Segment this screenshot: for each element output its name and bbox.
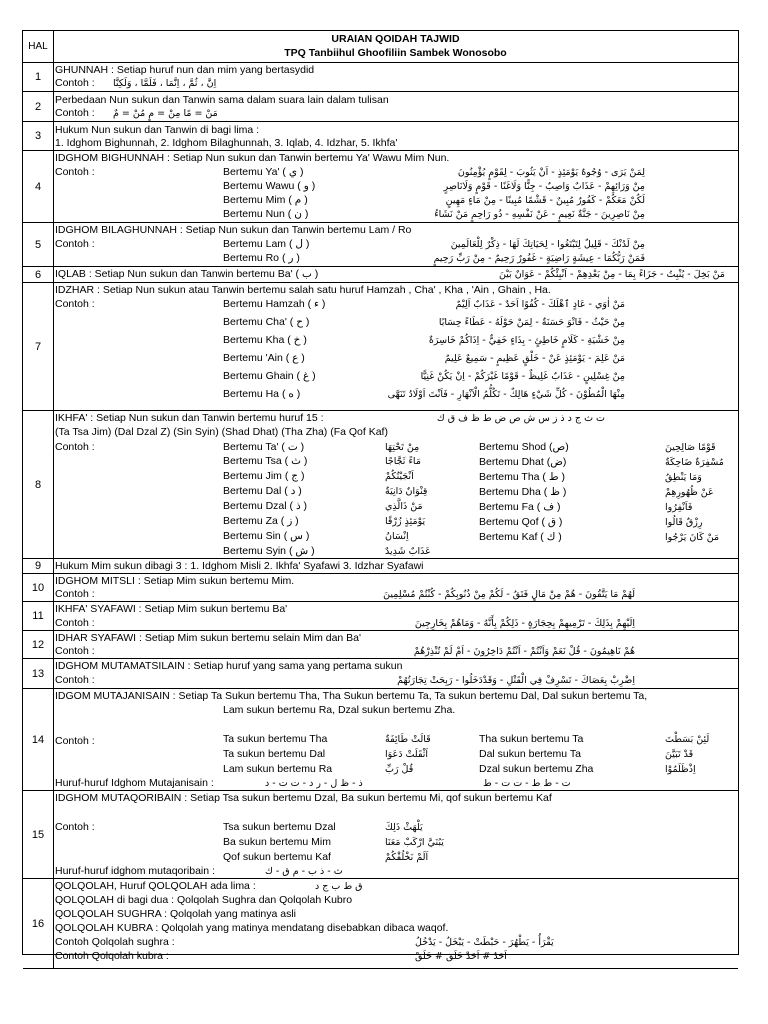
rule-row-5	[23, 223, 738, 267]
qolqolah-letters: ق ط ب ج د	[315, 881, 363, 892]
example-label: Bertemu Za ( ز )	[223, 515, 299, 527]
rule-text: QOLQOLAH KUBRA : Qolqolah yang matinya mendatang disebabkan dibaca waqof.	[55, 922, 449, 934]
arabic-example: مَنْ كَانَ يَرْجُوا	[665, 532, 720, 543]
example-label: Bertemu Ta' ( ت )	[223, 441, 305, 453]
example-label: Bertemu Kaf ( ك )	[479, 531, 562, 543]
example-label: Bertemu Nun ( ن )	[223, 208, 309, 220]
arabic-example: اِنْسَانُ	[385, 531, 409, 542]
rule-row-10	[23, 574, 738, 602]
rule-text: IQLAB : Setiap Nun sukun dan Tanwin bertemu Ba' ( ب )	[55, 268, 319, 280]
rule-row-9	[23, 559, 738, 574]
example-label: Bertemu Dal ( د )	[223, 485, 302, 497]
contoh-label: Contoh :	[55, 107, 95, 119]
arabic-example: عَنْ ظُهُورِهِمْ	[665, 487, 714, 498]
arabic-example: قَوْمًا صَالِحِينَ	[665, 442, 716, 453]
arabic-example: مِنْ وَرَائِهِمْ - عَذَابٌ وَاصِبٌ - جِنًّا وَلَاغَنًا - قَوْمٍ وَلَانَاصِرٍ	[443, 181, 645, 192]
rule-row-11	[23, 602, 738, 631]
arabic-example: فَاَنْفِرُوا	[665, 502, 693, 513]
example-label: Bertemu Lam ( ل )	[223, 238, 310, 250]
example-label: Bertemu Dhat (ض)	[479, 456, 567, 468]
arabic-example: لَهُمْ مَا يَتَّقُونَ - هُمْ مِنْ مَالٍ فَتَقُ - لَكُمْ مِنْ ذُنُوبِكُمْ - كُنْتُمْ مُسْلِمِينَ	[383, 589, 635, 600]
arabic-example: يَلْهَثْ ذَلِكَ	[385, 822, 423, 833]
arabic-example: هُمْ نَاهِيمُونَ - قُلْ نَعَمْ وَاَنْتُمْ - اَنْتُمْ دَاخِرُونَ - اَمْ لَمْ تُنْذِرْهُمْ	[413, 646, 635, 657]
rule-row-8	[23, 411, 738, 559]
contoh-label: Contoh :	[55, 735, 95, 747]
row-number: 8	[23, 411, 54, 558]
rule-row-7	[23, 283, 738, 411]
huruf-label: Huruf-huruf idghom mutaqoribain :	[55, 865, 215, 877]
arabic-example: اَحَدٌ # اَحَدْ خَلَقَ # خَلَقْ	[415, 951, 507, 962]
arabic-example: اَنْجَيْتُكُمْ	[385, 471, 414, 482]
rule-text: IDGHOM BIGHUNNAH : Setiap Nun sukun dan Tanwin bertemu Ya' Wawu Mim Nun.	[55, 152, 450, 164]
rule-text: Perbedaan Nun sukun dan Tanwin sama dalam suara lain dalam tulisan	[55, 94, 389, 106]
example-label: Bertemu Ya' ( ي )	[223, 166, 304, 178]
tajwid-table	[22, 30, 739, 962]
arabic-example: يَبُنَيَّ ارْكَبْ مَعَنَا	[385, 837, 444, 848]
huruf-label: Huruf-huruf Idghom Mutajanisain :	[55, 777, 214, 789]
example-label: Dal sukun bertemu Ta	[479, 748, 581, 760]
rule-text-continued: Lam sukun bertemu Ra, Dzal sukun bertemu Zha.	[223, 704, 456, 716]
example-label: Bertemu Tha ( ط )	[479, 471, 565, 483]
arabic-example: مِنْ لَدُنْكَ - قَلِيلٌ لِتَبْتَغُوا - لِحَيَاتِكَ لَهَا - ذِكْرٌ لِلْعَالَمِينَ	[450, 239, 645, 250]
example-label: Bertemu Ro ( ر )	[223, 252, 300, 264]
rule-text: IDHAR SYAFAWI : Setiap Mim sukun bertemu selain Mim dan Ba'	[55, 632, 362, 644]
arabic-example: قَالَتْ طَائِفَةٌ	[385, 734, 431, 745]
row-number: 2	[23, 92, 54, 121]
rule-row-16	[23, 879, 738, 969]
huruf-pairs: ذ - ظ ل - ر د - ت ت - د	[265, 778, 363, 789]
example-label: Dzal sukun bertemu Zha	[479, 763, 594, 775]
contoh-label: Contoh :	[55, 617, 95, 629]
arabic-example: قِنْوَانٌ دَانِيَةٌ	[385, 486, 428, 497]
row-number: 6	[23, 267, 54, 282]
example-label: Ta sukun bertemu Dal	[223, 748, 326, 760]
arabic-example: عَذَابٌ شَدِيدٌ	[385, 546, 431, 557]
arabic-example: رِزْقٌ قَالُوا	[665, 517, 703, 528]
rule-text: IDZHAR : Setiap Nun sukun atau Tanwin bertemu salah satu huruf Hamzah , Cha' , Kha , 'Ain , Ghain , Ha.	[55, 284, 551, 296]
row-number: 9	[23, 559, 54, 573]
arabic-example: مِنْ خَشْيَةِ - كَلَامٍ خَاطِئٍ - بِذَاءٍ خَفِيٌّ - اِذَاكُمْ خَاسِرَةٌ	[428, 335, 625, 346]
rule-text: IDGHOM MITSLI : Setiap Mim sukun bertemu Mim.	[55, 575, 295, 587]
example-label: Ta sukun bertemu Tha	[223, 733, 328, 745]
row-number: 11	[23, 602, 54, 630]
row-number: 3	[23, 122, 54, 150]
example-label: Bertemu Ghain ( غ )	[223, 370, 316, 382]
rule-row-13	[23, 659, 738, 689]
arabic-example: مَنْ عَلِمَ - يَوْمَئِذٍ عَنْ - خَلْقٍ عَظِيمٍ - سَمِيعٌ عَلِيمٌ	[444, 353, 625, 364]
rule-text: Hukum Mim sukun dibagi 3 : 1. Idghom Misli 2. Ikhfa' Syafawi 3. Idzhar Syafawi	[55, 560, 424, 572]
arabic-example: مِنْ تَحْتِهَا	[385, 442, 420, 453]
contoh-label: Contoh :	[55, 441, 95, 453]
arabic-example: مُسْفِرَةٌ ضَاحِكَةٌ	[665, 457, 724, 468]
contoh-label: Contoh :	[55, 588, 95, 600]
example-label: Bertemu Mim ( م )	[223, 194, 308, 206]
example-label: Bertemu Hamzah ( ء )	[223, 298, 326, 310]
arabic-example: مَاءً ثَجَّاجًا	[385, 456, 421, 467]
example-label: Bertemu Qof ( ق )	[479, 516, 563, 528]
arabic-example: مِنْ نَاصِرِينَ - جَنَّةٌ نَعِيمٍ - عَنْ نَفْسِهِ - ذُو رَاحِمٍ مَنْ نَشَاءُ	[434, 209, 645, 220]
rule-text: IKHFA' : Setiap Nun sukun dan Tanwin bertemu huruf 15 :	[55, 412, 324, 424]
arabic-example: وَمَا يَنْطِقُ	[665, 472, 702, 483]
example-label: Bertemu Tsa ( ث )	[223, 455, 308, 467]
rule-row-2	[23, 92, 738, 122]
example-label: Bertemu Shod (ص)	[479, 441, 569, 453]
rule-list: 1. Idghom Bighunnah, 2. Idghom Bilaghunnah, 3. Iqlab, 4. Idzhar, 5. Ikhfa'	[55, 137, 398, 149]
arabic-example: اِذْظَلَمُوْا	[665, 764, 696, 775]
example-label: Bertemu Kha ( خ )	[223, 334, 307, 346]
contoh-label: Contoh :	[55, 674, 95, 686]
arabic-example: مِنْ غِسْلِينٍ - عَذَابٌ غَلِيظٌ - قَوْمًا غَيْرَكُمْ - اِنْ يَكُنْ غَنِيًّا	[420, 371, 625, 382]
example-label: Bertemu Sin ( س )	[223, 530, 310, 542]
contoh-label: Contoh :	[55, 298, 95, 310]
example-label: Bertemu Syin ( ش )	[223, 545, 315, 557]
rule-row-14	[23, 689, 738, 791]
hal-column-header: HAL	[23, 31, 54, 62]
contoh-label: Contoh Qolqolah kubra :	[55, 950, 169, 962]
arabic-example: مَنْ = مًا مِنْ = مٍ مُنْ = مٌ	[113, 108, 218, 119]
rule-text: QOLQOLAH, Huruf QOLQOLAH ada lima :	[55, 880, 256, 892]
row-number: 7	[23, 283, 54, 410]
example-label: Lam sukun bertemu Ra	[223, 763, 333, 775]
rule-row-6	[23, 267, 738, 283]
arabic-example: اِلَيْهِمْ بِذَلِكَ - تَرْمِيهِمْ بِحِجَارَةٍ - ذَلِكُمْ بِأَنَّهُ - وَمَاهُمْ بِخَارِجِينَ	[414, 618, 635, 629]
rule-text: Hukum Nun sukun dan Tanwin di bagi lima :	[55, 124, 260, 136]
rule-row-3	[23, 122, 738, 151]
rule-text: IDGHOM MUTAQORIBAIN : Setiap Tsa sukun bertemu Dzal, Ba sukun bertemu Mi, qof sukun bertemu Kaf	[55, 792, 552, 804]
rule-text: QOLQOLAH SUGHRA : Qolqolah yang matinya asli	[55, 908, 297, 920]
arabic-example: قُلْ رَبِّ	[385, 764, 414, 775]
arabic-example: مَنْ اٰوَي - عَادٍ ٱهْلَكَ - كُفُوًا اَحَدٌ - عَذَابٌ اَلِيْمٌ	[455, 299, 625, 310]
row-number: 12	[23, 631, 54, 658]
example-label: Qof sukun bertemu Kaf	[223, 851, 331, 863]
rule-text: IDGOM MUTAJANISAIN : Setiap Ta Sukun bertemu Tha, Tha Sukun bertemu Ta, Ta sukun bertemu Dal, Dal sukun bertemu Ta,	[55, 690, 648, 702]
rule-text: QOLQOLAH di bagi dua : Qolqolah Sughra dan Qolqolah Kubro	[55, 894, 353, 906]
row-number: 5	[23, 223, 54, 266]
arabic-example: يَقْرَأُ - يَطْهُرَ - حَبْطَتْ - يَبْخَلُ - يَدْخُلُ	[415, 937, 554, 948]
arabic-example: اِنَّ ، ثُمَّ ، اِنَّمَا ، فَلَمَّا ، وَلَكِنَّا	[113, 78, 217, 89]
row-number: 13	[23, 659, 54, 688]
example-label: Bertemu Jim ( ج )	[223, 470, 305, 482]
example-label: Bertemu Wawu ( و )	[223, 180, 316, 192]
example-label: Bertemu Fa ( ف )	[479, 501, 561, 513]
arabic-example: مِنْ حَيْثُ - فَاتْوَ حَسَنَةٌ - لِمَنْ حَوْلَهُ - عَطَاءً حِسَابًا	[438, 317, 625, 328]
table-header	[23, 31, 738, 63]
example-label: Bertemu Dha ( ظ )	[479, 486, 567, 498]
contoh-label: Contoh :	[55, 166, 95, 178]
example-label: Bertemu 'Ain ( ع )	[223, 352, 305, 364]
contoh-label: Contoh Qolqolah sughra :	[55, 936, 175, 948]
example-label: Bertemu Ha ( ه )	[223, 388, 301, 400]
row-number: 14	[23, 689, 54, 790]
contoh-label: Contoh :	[55, 238, 95, 250]
arabic-example: مَنْ ذَالَّذِي	[385, 501, 423, 512]
contoh-label: Contoh :	[55, 645, 95, 657]
rule-text: IDGHOM MUTAMATSILAIN : Setiap huruf yang sama yang pertama sukun	[55, 660, 403, 672]
letter-groups: (Ta Tsa Jim) (Dal Dzal Z) (Sin Syin) (Shad Dhat) (Tha Zha) (Fa Qof Kaf)	[55, 426, 388, 438]
row-number: 1	[23, 62, 54, 91]
arabic-example: اِضْرِبْ بِعَصَاكَ - تَسْرِفْ فِي الْقَتْلِ - وَقَدْدَخَلُوا - رَبِحَتْ تِجَارَتُهُمْ	[397, 675, 635, 686]
document-subtitle: TPQ Tanbiihul Ghoofiliin Sambek Wonosobo	[284, 47, 507, 59]
rule-text: IKHFA' SYAFAWI : Setiap Mim sukun bertemu Ba'	[55, 603, 288, 615]
rule-row-1	[23, 62, 738, 92]
rule-row-15	[23, 791, 738, 879]
ikhfa-letters: ت ث ج د ذ ز س ش ص ض ط ظ ف ق ك	[436, 413, 605, 424]
contoh-label: Contoh :	[55, 821, 95, 833]
arabic-example: اَلَمْ نَخْلُقْكُمْ	[385, 852, 429, 863]
rule-text: GHUNNAH : Setiap huruf nun dan mim yang bertasydid	[55, 64, 315, 76]
huruf-pairs: ت - ط ط - ت ت - ط	[483, 778, 571, 789]
arabic-example: اَثْقَلَتْ دَعَوَا	[385, 749, 429, 760]
row-number: 16	[23, 879, 54, 968]
arabic-example: لَكُنْ مَعَكُمْ - كَفُورٌ مُبِينٌ - قَشْمًا مُبِينًا - مِنْ مَاءٍ مَهِينٍ	[445, 195, 645, 206]
example-label: Bertemu Cha' ( ح )	[223, 316, 310, 328]
document-title: URAIAN QOIDAH TAJWID	[331, 33, 460, 45]
rule-row-12	[23, 631, 738, 659]
arabic-example: مَنْ بَخِلَ - يُنْبِتُ - جَزَاءً بِمَا - مِنْ بَعْدِهِمْ - اَنْبِئْكُمْ - عَوَانٌ بَيْنَ	[498, 269, 725, 280]
example-label: Ba sukun bertemu Mim	[223, 836, 331, 848]
arabic-example: لِمَنْ يَرَى - وُجُوهٌ يَوْمَئِذٍ - اَنْ يَثُوبَ - لِقَوْمٍ يُؤْمِنُونَ	[457, 167, 645, 178]
contoh-label: Contoh :	[55, 77, 95, 89]
row-number: 15	[23, 791, 54, 878]
example-label: Tsa sukun bertemu Dzal	[223, 821, 336, 833]
arabic-example: فَمَنْ رَبُّكُمَا - عِيشَةٍ رَاضِيَةٍ - غَفُورٌ رَحِيمٌ - مِنْ رَبِّ رَحِيمٍ	[433, 253, 645, 264]
arabic-example: مِنْهَا الْمُطُوْنَ - كُلِّ شَيْءٍ هَالِكٌ - تَكُلُّمُ الْاَنْهَارِ - فَاَنْتَ اَوْلَادُ تَنَهَّى	[387, 389, 625, 400]
document-title-block	[53, 31, 738, 60]
row-number: 10	[23, 574, 54, 601]
example-label: Bertemu Dzal ( ذ )	[223, 500, 308, 512]
arabic-example: يَوْمَئِذٍ زُرْقًا	[385, 516, 426, 527]
rule-text: IDGHOM BILAGHUNNAH : Setiap Nun sukun dan Tanwin bertemu Lam / Ro	[55, 224, 412, 236]
rule-row-4	[23, 151, 738, 223]
arabic-example: لَئِنْ بَسَطْتَ	[665, 734, 710, 745]
example-label: Tha sukun bertemu Ta	[479, 733, 584, 745]
row-number: 4	[23, 151, 54, 222]
huruf-pairs: ث - ذ ب - م ق - ك	[265, 866, 343, 877]
arabic-example: قَدْ تَبَيَّنَ	[665, 749, 694, 760]
